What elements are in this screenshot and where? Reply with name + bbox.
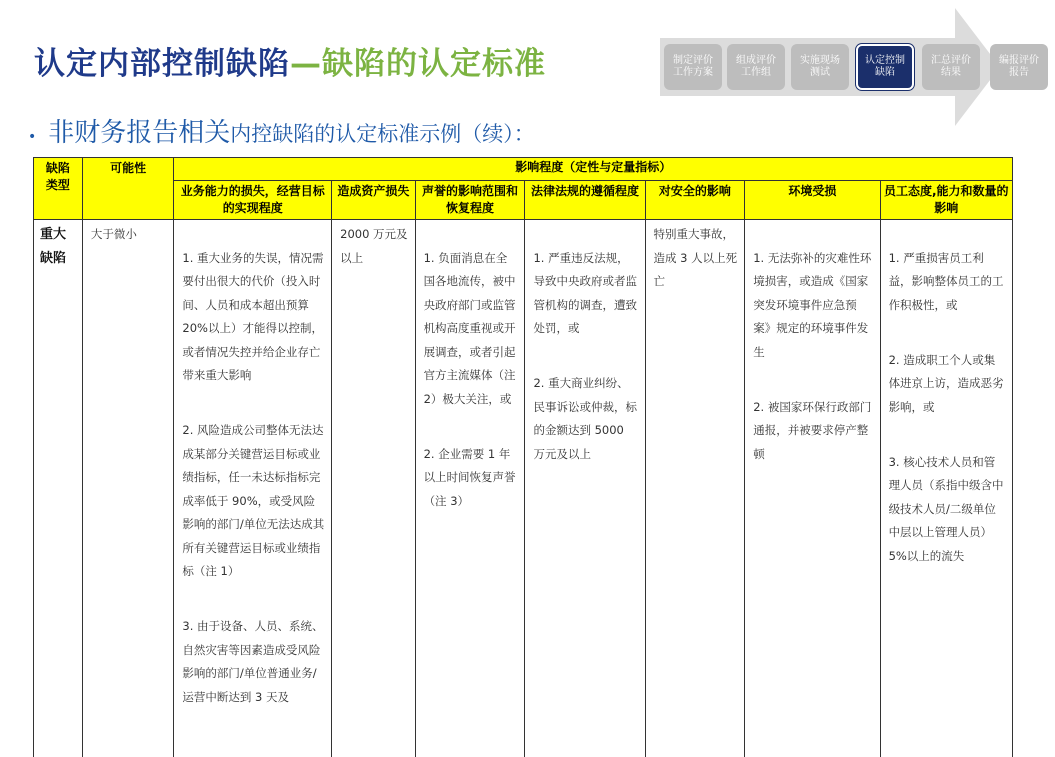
page-title xyxy=(34,38,546,83)
subtitle xyxy=(28,112,535,149)
title-dash: — xyxy=(290,46,322,82)
business-item: 1. 重大业务的失误，情况需要付出很大的代价（投入时间、人员和成本超出预算20%以上）才能得以控制，或者情况失控并给企业存亡带来重大影响 xyxy=(182,247,325,388)
header-asset: 造成资产损失 xyxy=(332,181,415,220)
cell-asset: 2000 万元及以上 xyxy=(332,220,415,757)
header-business: 业务能力的损失，经营目标的实现程度 xyxy=(174,181,332,220)
cell-possibility: 大于微小 xyxy=(82,220,174,757)
staff-item: 3. 核心技术人员和管理人员（系指中级含中级技术人员/二级单位中层以上管理人员）5%以上的流失 xyxy=(889,451,1006,569)
environment-item: 1. 无法弥补的灾难性环境损害，或造成《国家突发环境事件应急预案》规定的环境事件发生 xyxy=(753,247,873,365)
header-reputation: 声誉的影响范围和恢复程度 xyxy=(415,181,525,220)
cell-staff xyxy=(880,220,1012,757)
process-step-team[interactable]: 组成评价工作组 xyxy=(727,44,785,90)
subtitle-big: 非财务报告相关 xyxy=(48,118,230,148)
header-staff: 员工态度,能力和数量的影响 xyxy=(880,181,1012,220)
legal-item: 1. 严重违反法规，导致中央政府或者监管机构的调查，遭致处罚，或 xyxy=(533,247,638,341)
header-impact-group: 影响程度（定性与定量指标） xyxy=(174,158,1013,181)
business-item: 3. 由于设备、人员、系统、自然灾害等因素造成受风险影响的部门/单位普通业务/运营中断达到 3 天及 xyxy=(182,615,325,709)
process-step-summary[interactable]: 汇总评价结果 xyxy=(922,44,980,90)
table-row xyxy=(34,220,1013,757)
criteria-table-wrap xyxy=(33,157,1015,757)
criteria-table xyxy=(33,157,1013,757)
title-sub: 缺陷的认定标准 xyxy=(322,46,546,82)
header-safety: 对安全的影响 xyxy=(645,181,745,220)
subtitle-small: 内控缺陷的认定标准示例（续）： xyxy=(230,122,535,146)
header-type: 缺陷 类型 xyxy=(34,158,83,220)
reputation-item: 1. 负面消息在全国各地流传，被中央政府部门或监管机构高度重视或开展调查，或者引起官方主流媒体（注 2）极大关注，或 xyxy=(424,247,519,412)
cell-environment xyxy=(745,220,880,757)
process-step-plan[interactable]: 制定评价工作方案 xyxy=(664,44,722,90)
header-possibility: 可能性 xyxy=(82,158,174,220)
reputation-item: 2. 企业需要 1 年以上时间恢复声誉（注 3） xyxy=(424,443,519,514)
process-step-identify[interactable]: 认定控制缺陷 xyxy=(856,44,914,90)
cell-safety: 特别重大事故，造成 3 人以上死亡 xyxy=(645,220,745,757)
header-environment: 环境受损 xyxy=(745,181,880,220)
staff-item: 1. 严重损害员工利益，影响整体员工的工作积极性，或 xyxy=(889,247,1006,318)
process-step-report[interactable]: 编报评价报告 xyxy=(990,44,1048,90)
cell-reputation xyxy=(415,220,525,757)
bullet-icon: • xyxy=(28,129,36,145)
cell-type: 重大 缺陷 xyxy=(34,220,83,757)
header-legal: 法律法规的遵循程度 xyxy=(525,181,645,220)
business-item: 2. 风险造成公司整体无法达成某部分关键营运目标或业绩指标，任一未达标指标完成率低于 90%，或受风险影响的部门/单位无法达成其所有关键营运目标或业绩指标（注 1） xyxy=(182,419,325,584)
legal-item: 2. 重大商业纠纷、民事诉讼或仲裁，标的金额达到 5000 万元及以上 xyxy=(533,372,638,466)
title-main: 认定内部控制缺陷 xyxy=(34,46,290,82)
process-step-test[interactable]: 实施现场测试 xyxy=(791,44,849,90)
staff-item: 2. 造成职工个人或集体进京上访，造成恶劣影响，或 xyxy=(889,349,1006,420)
environment-item: 2. 被国家环保行政部门通报，并被要求停产整顿 xyxy=(753,396,873,467)
cell-business xyxy=(174,220,332,757)
cell-legal xyxy=(525,220,645,757)
